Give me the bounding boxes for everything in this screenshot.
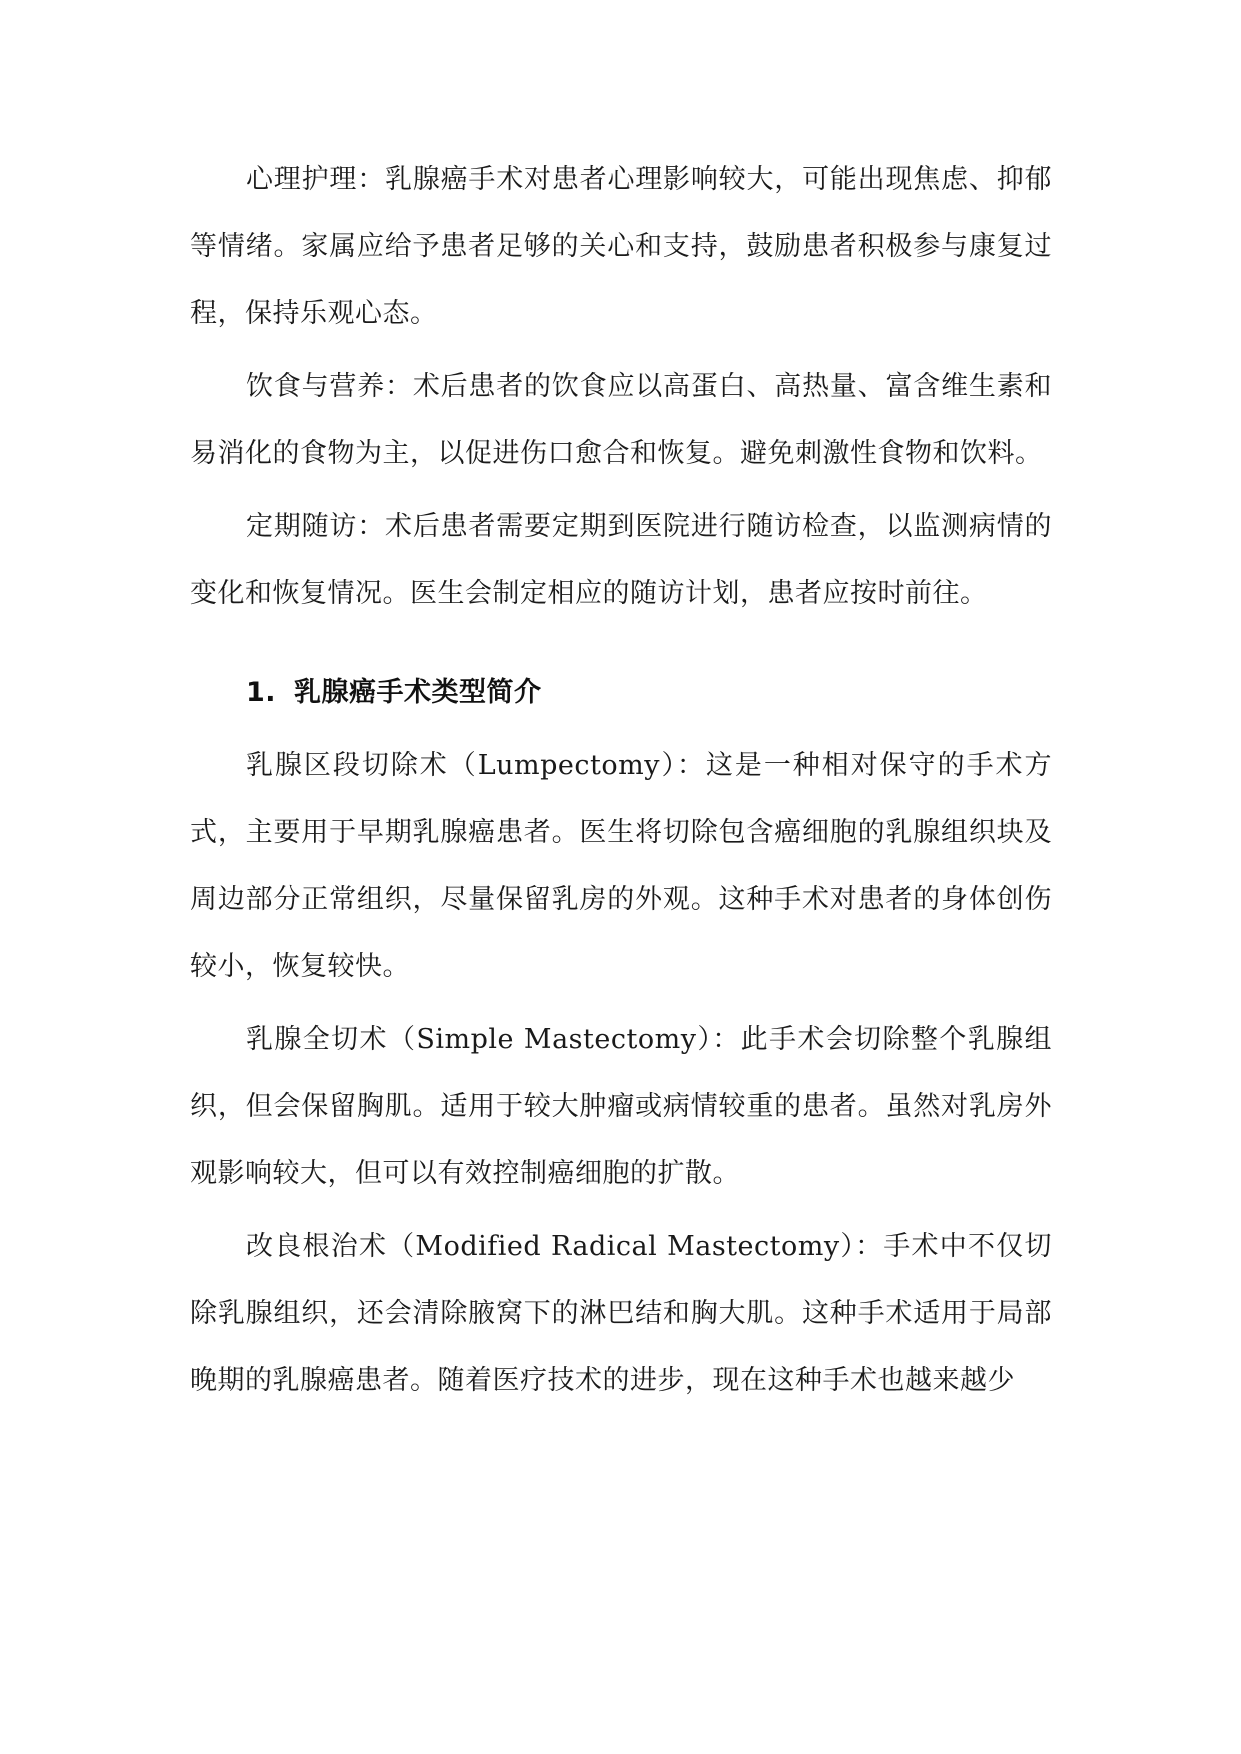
paragraph-diet-nutrition: 饮食与营养：术后患者的饮食应以高蛋白、高热量、富含维生素和易消化的食物为主，以促进伤口愈合和恢复。避免刺激性食物和饮料。 — [190, 371, 1052, 469]
paragraph-simple-mastectomy: 乳腺全切术（Simple Mastectomy）：此手术会切除整个乳腺组织，但会保留胸肌。适用于较大肿瘤或病情较重的患者。虽然对乳房外观影响较大，但可以有效控制癌细胞的扩散。 — [190, 1024, 1052, 1189]
section-number: 1. — [246, 677, 277, 708]
section-heading — [190, 659, 1052, 726]
paragraph-follow-up: 定期随访：术后患者需要定期到医院进行随访检查，以监测病情的变化和恢复情况。医生会制定相应的随访计划，患者应按时前往。 — [190, 511, 1052, 609]
paragraph-lumpectomy: 乳腺区段切除术（Lumpectomy）：这是一种相对保守的手术方式，主要用于早期乳腺癌患者。医生将切除包含癌细胞的乳腺组织块及周边部分正常组织，尽量保留乳房的外观。这种手术对患者的身体创伤较小，恢复较快。 — [190, 750, 1052, 982]
paragraph-psychological-care: 心理护理：乳腺癌手术对患者心理影响较大，可能出现焦虑、抑郁等情绪。家属应给予患者足够的关心和支持，鼓励患者积极参与康复过程，保持乐观心态。 — [190, 164, 1052, 329]
section-title: 乳腺癌手术类型简介 — [294, 677, 542, 708]
document-body — [190, 146, 1052, 1420]
paragraph-modified-radical-mastectomy: 改良根治术（Modified Radical Mastectomy）：手术中不仅切除乳腺组织，还会清除腋窝下的淋巴结和胸大肌。这种手术适用于局部晚期的乳腺癌患者。随着医疗技术的进步，现在这种手术也越来越少 — [190, 1231, 1052, 1396]
